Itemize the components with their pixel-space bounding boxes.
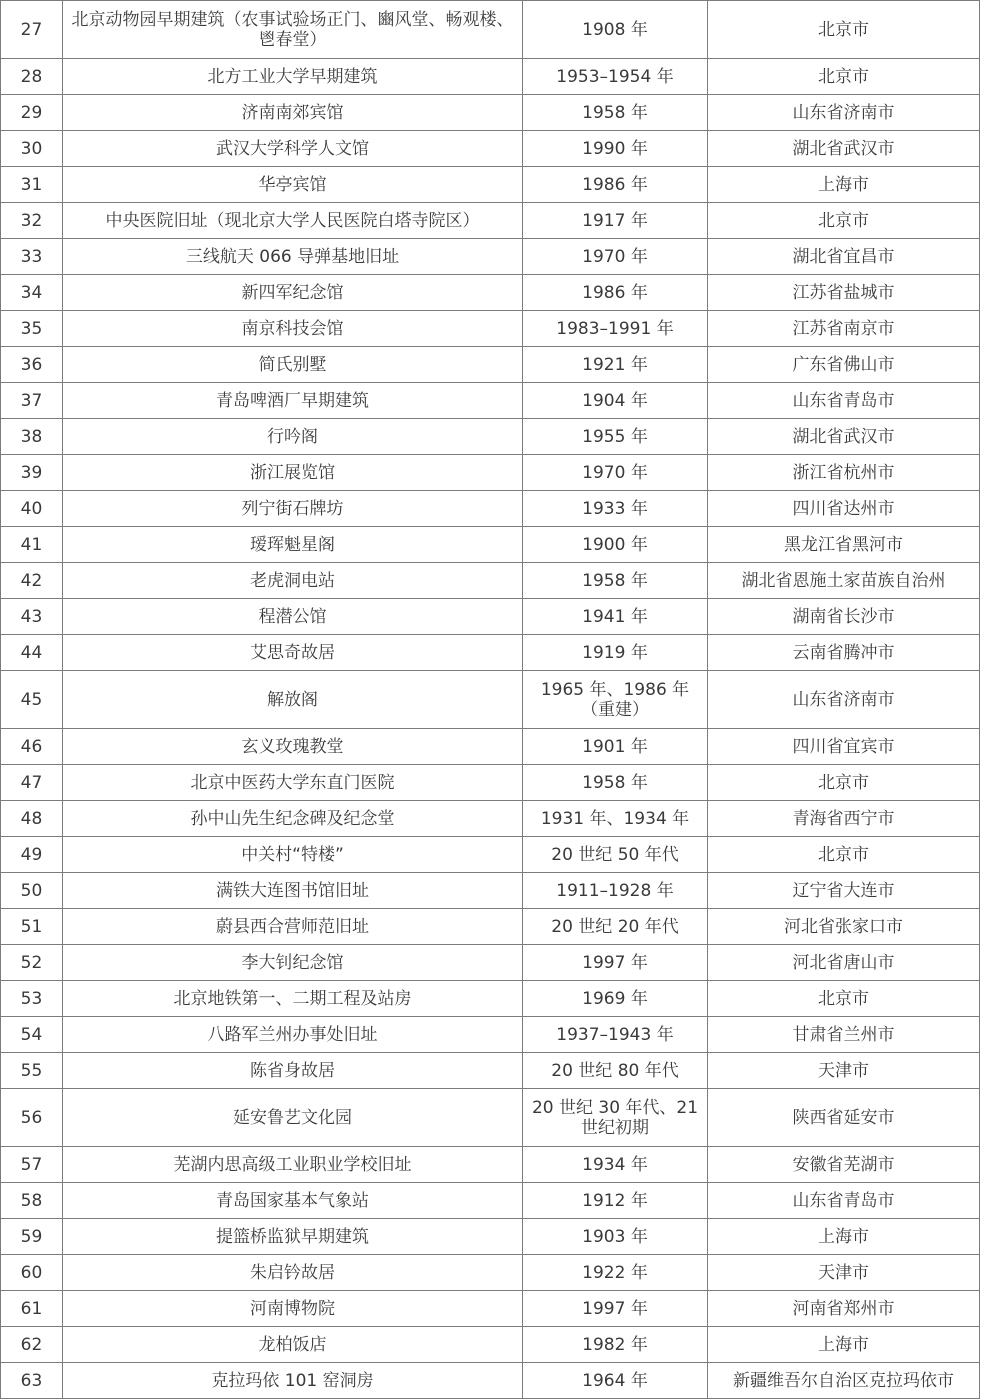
site-name-cell: 蔚县西合营师范旧址 <box>63 909 523 945</box>
site-name-cell: 中央医院旧址（现北京大学人民医院白塔寺院区） <box>63 203 523 239</box>
site-name-cell: 龙柏饭店 <box>63 1327 523 1363</box>
construction-year-cell: 1983–1991 年 <box>523 311 708 347</box>
construction-year-cell: 1931 年、1934 年 <box>523 801 708 837</box>
site-name-cell: 青岛啤酒厂早期建筑 <box>63 383 523 419</box>
construction-year-cell: 1900 年 <box>523 527 708 563</box>
row-number-cell: 47 <box>1 765 63 801</box>
table-row <box>1 167 980 203</box>
site-name-cell: 北京地铁第一、二期工程及站房 <box>63 981 523 1017</box>
row-number-cell: 45 <box>1 671 63 729</box>
site-name-cell: 提篮桥监狱早期建筑 <box>63 1219 523 1255</box>
table-row <box>1 1183 980 1219</box>
site-name-cell: 延安鲁艺文化园 <box>63 1089 523 1147</box>
location-cell: 安徽省芜湖市 <box>708 1147 980 1183</box>
row-number-cell: 63 <box>1 1363 63 1399</box>
row-number-cell: 31 <box>1 167 63 203</box>
table-row <box>1 455 980 491</box>
site-name-cell: 芜湖内思高级工业职业学校旧址 <box>63 1147 523 1183</box>
construction-year-cell: 1990 年 <box>523 131 708 167</box>
construction-year-cell: 1937–1943 年 <box>523 1017 708 1053</box>
location-cell: 北京市 <box>708 765 980 801</box>
row-number-cell: 33 <box>1 239 63 275</box>
construction-year-cell: 1901 年 <box>523 729 708 765</box>
row-number-cell: 58 <box>1 1183 63 1219</box>
location-cell: 天津市 <box>708 1053 980 1089</box>
row-number-cell: 34 <box>1 275 63 311</box>
construction-year-cell: 1911–1928 年 <box>523 873 708 909</box>
location-cell: 河北省唐山市 <box>708 945 980 981</box>
location-cell: 湖南省长沙市 <box>708 599 980 635</box>
construction-year-cell: 1933 年 <box>523 491 708 527</box>
table-row <box>1 635 980 671</box>
construction-year-cell: 1912 年 <box>523 1183 708 1219</box>
construction-year-cell: 1908 年 <box>523 1 708 59</box>
site-name-cell: 中关村“特楼” <box>63 837 523 873</box>
table-row <box>1 239 980 275</box>
location-cell: 陕西省延安市 <box>708 1089 980 1147</box>
row-number-cell: 35 <box>1 311 63 347</box>
location-cell: 山东省青岛市 <box>708 383 980 419</box>
table-row <box>1 203 980 239</box>
row-number-cell: 38 <box>1 419 63 455</box>
location-cell: 河南省郑州市 <box>708 1291 980 1327</box>
site-name-cell: 艾思奇故居 <box>63 635 523 671</box>
location-cell: 北京市 <box>708 837 980 873</box>
location-cell: 山东省济南市 <box>708 95 980 131</box>
table-row <box>1 1219 980 1255</box>
construction-year-cell: 1986 年 <box>523 167 708 203</box>
site-name-cell: 北京动物园早期建筑（农事试验场正门、豳风堂、畅观楼、鬯春堂） <box>63 1 523 59</box>
location-cell: 北京市 <box>708 1 980 59</box>
row-number-cell: 59 <box>1 1219 63 1255</box>
construction-year-cell: 1934 年 <box>523 1147 708 1183</box>
location-cell: 北京市 <box>708 59 980 95</box>
location-cell: 山东省济南市 <box>708 671 980 729</box>
location-cell: 浙江省杭州市 <box>708 455 980 491</box>
table-row <box>1 801 980 837</box>
site-name-cell: 济南南郊宾馆 <box>63 95 523 131</box>
site-name-cell: 新四军纪念馆 <box>63 275 523 311</box>
table-row <box>1 563 980 599</box>
site-name-cell: 简氏别墅 <box>63 347 523 383</box>
table-row <box>1 1255 980 1291</box>
location-cell: 天津市 <box>708 1255 980 1291</box>
table-row <box>1 383 980 419</box>
site-name-cell: 浙江展览馆 <box>63 455 523 491</box>
location-cell: 江苏省盐城市 <box>708 275 980 311</box>
table-row <box>1 1 980 59</box>
site-name-cell: 列宁街石牌坊 <box>63 491 523 527</box>
table-row <box>1 1089 980 1147</box>
site-name-cell: 玄义玫瑰教堂 <box>63 729 523 765</box>
row-number-cell: 48 <box>1 801 63 837</box>
table-row <box>1 1291 980 1327</box>
site-name-cell: 解放阁 <box>63 671 523 729</box>
construction-year-cell: 1955 年 <box>523 419 708 455</box>
site-name-cell: 武汉大学科学人文馆 <box>63 131 523 167</box>
row-number-cell: 52 <box>1 945 63 981</box>
construction-year-cell: 1964 年 <box>523 1363 708 1399</box>
table-row <box>1 275 980 311</box>
construction-year-cell: 1958 年 <box>523 563 708 599</box>
site-name-cell: 八路军兰州办事处旧址 <box>63 1017 523 1053</box>
location-cell: 黑龙江省黑河市 <box>708 527 980 563</box>
location-cell: 四川省达州市 <box>708 491 980 527</box>
site-name-cell: 陈省身故居 <box>63 1053 523 1089</box>
construction-year-cell: 1970 年 <box>523 239 708 275</box>
location-cell: 湖北省武汉市 <box>708 419 980 455</box>
row-number-cell: 44 <box>1 635 63 671</box>
construction-year-cell: 1969 年 <box>523 981 708 1017</box>
table-row <box>1 347 980 383</box>
site-name-cell: 朱启钤故居 <box>63 1255 523 1291</box>
table-body <box>1 1 980 1399</box>
row-number-cell: 61 <box>1 1291 63 1327</box>
location-cell: 广东省佛山市 <box>708 347 980 383</box>
construction-year-cell: 1965 年、1986 年（重建） <box>523 671 708 729</box>
site-name-cell: 南京科技会馆 <box>63 311 523 347</box>
table-row <box>1 311 980 347</box>
row-number-cell: 49 <box>1 837 63 873</box>
row-number-cell: 42 <box>1 563 63 599</box>
site-name-cell: 华亭宾馆 <box>63 167 523 203</box>
row-number-cell: 28 <box>1 59 63 95</box>
location-cell: 北京市 <box>708 981 980 1017</box>
location-cell: 山东省青岛市 <box>708 1183 980 1219</box>
location-cell: 上海市 <box>708 167 980 203</box>
location-cell: 上海市 <box>708 1219 980 1255</box>
location-cell: 湖北省宜昌市 <box>708 239 980 275</box>
construction-year-cell: 1997 年 <box>523 945 708 981</box>
location-cell: 青海省西宁市 <box>708 801 980 837</box>
site-name-cell: 老虎洞电站 <box>63 563 523 599</box>
location-cell: 上海市 <box>708 1327 980 1363</box>
construction-year-cell: 1904 年 <box>523 383 708 419</box>
construction-year-cell: 1921 年 <box>523 347 708 383</box>
location-cell: 云南省腾冲市 <box>708 635 980 671</box>
construction-year-cell: 1903 年 <box>523 1219 708 1255</box>
row-number-cell: 55 <box>1 1053 63 1089</box>
construction-year-cell: 1970 年 <box>523 455 708 491</box>
construction-year-cell: 1982 年 <box>523 1327 708 1363</box>
table-row <box>1 671 980 729</box>
site-name-cell: 三线航天 066 导弹基地旧址 <box>63 239 523 275</box>
table-row <box>1 945 980 981</box>
table-row <box>1 491 980 527</box>
location-cell: 北京市 <box>708 203 980 239</box>
site-name-cell: 克拉玛依 101 窑洞房 <box>63 1363 523 1399</box>
construction-year-cell: 20 世纪 30 年代、21 世纪初期 <box>523 1089 708 1147</box>
row-number-cell: 27 <box>1 1 63 59</box>
site-name-cell: 程潜公馆 <box>63 599 523 635</box>
construction-year-cell: 20 世纪 50 年代 <box>523 837 708 873</box>
table-row <box>1 1147 980 1183</box>
table-row <box>1 765 980 801</box>
construction-year-cell: 1953–1954 年 <box>523 59 708 95</box>
row-number-cell: 30 <box>1 131 63 167</box>
site-name-cell: 孙中山先生纪念碑及纪念堂 <box>63 801 523 837</box>
row-number-cell: 46 <box>1 729 63 765</box>
site-name-cell: 北方工业大学早期建筑 <box>63 59 523 95</box>
table-row <box>1 599 980 635</box>
row-number-cell: 57 <box>1 1147 63 1183</box>
table-row <box>1 873 980 909</box>
table-row <box>1 909 980 945</box>
construction-year-cell: 1997 年 <box>523 1291 708 1327</box>
row-number-cell: 32 <box>1 203 63 239</box>
construction-year-cell: 1958 年 <box>523 765 708 801</box>
construction-year-cell: 1917 年 <box>523 203 708 239</box>
row-number-cell: 62 <box>1 1327 63 1363</box>
location-cell: 新疆维吾尔自治区克拉玛依市 <box>708 1363 980 1399</box>
location-cell: 湖北省武汉市 <box>708 131 980 167</box>
construction-year-cell: 1919 年 <box>523 635 708 671</box>
location-cell: 甘肃省兰州市 <box>708 1017 980 1053</box>
table-row <box>1 1363 980 1399</box>
location-cell: 江苏省南京市 <box>708 311 980 347</box>
row-number-cell: 29 <box>1 95 63 131</box>
row-number-cell: 53 <box>1 981 63 1017</box>
site-name-cell: 青岛国家基本气象站 <box>63 1183 523 1219</box>
table-row <box>1 981 980 1017</box>
site-name-cell: 满铁大连图书馆旧址 <box>63 873 523 909</box>
row-number-cell: 56 <box>1 1089 63 1147</box>
location-cell: 辽宁省大连市 <box>708 873 980 909</box>
site-name-cell: 李大钊纪念馆 <box>63 945 523 981</box>
row-number-cell: 54 <box>1 1017 63 1053</box>
site-name-cell: 河南博物院 <box>63 1291 523 1327</box>
table-row <box>1 1017 980 1053</box>
table-row <box>1 59 980 95</box>
site-name-cell: 行吟阁 <box>63 419 523 455</box>
row-number-cell: 41 <box>1 527 63 563</box>
table-row <box>1 527 980 563</box>
site-name-cell: 瑷珲魁星阁 <box>63 527 523 563</box>
construction-year-cell: 20 世纪 80 年代 <box>523 1053 708 1089</box>
table-row <box>1 1327 980 1363</box>
table-row <box>1 729 980 765</box>
table-row <box>1 419 980 455</box>
row-number-cell: 39 <box>1 455 63 491</box>
location-cell: 河北省张家口市 <box>708 909 980 945</box>
row-number-cell: 43 <box>1 599 63 635</box>
construction-year-cell: 1941 年 <box>523 599 708 635</box>
row-number-cell: 60 <box>1 1255 63 1291</box>
row-number-cell: 50 <box>1 873 63 909</box>
construction-year-cell: 1922 年 <box>523 1255 708 1291</box>
table-row <box>1 95 980 131</box>
row-number-cell: 37 <box>1 383 63 419</box>
site-name-cell: 北京中医药大学东直门医院 <box>63 765 523 801</box>
construction-year-cell: 20 世纪 20 年代 <box>523 909 708 945</box>
row-number-cell: 51 <box>1 909 63 945</box>
construction-year-cell: 1958 年 <box>523 95 708 131</box>
location-cell: 四川省宜宾市 <box>708 729 980 765</box>
table-row <box>1 1053 980 1089</box>
table-row <box>1 131 980 167</box>
row-number-cell: 40 <box>1 491 63 527</box>
table-row <box>1 837 980 873</box>
construction-year-cell: 1986 年 <box>523 275 708 311</box>
location-cell: 湖北省恩施土家苗族自治州 <box>708 563 980 599</box>
row-number-cell: 36 <box>1 347 63 383</box>
